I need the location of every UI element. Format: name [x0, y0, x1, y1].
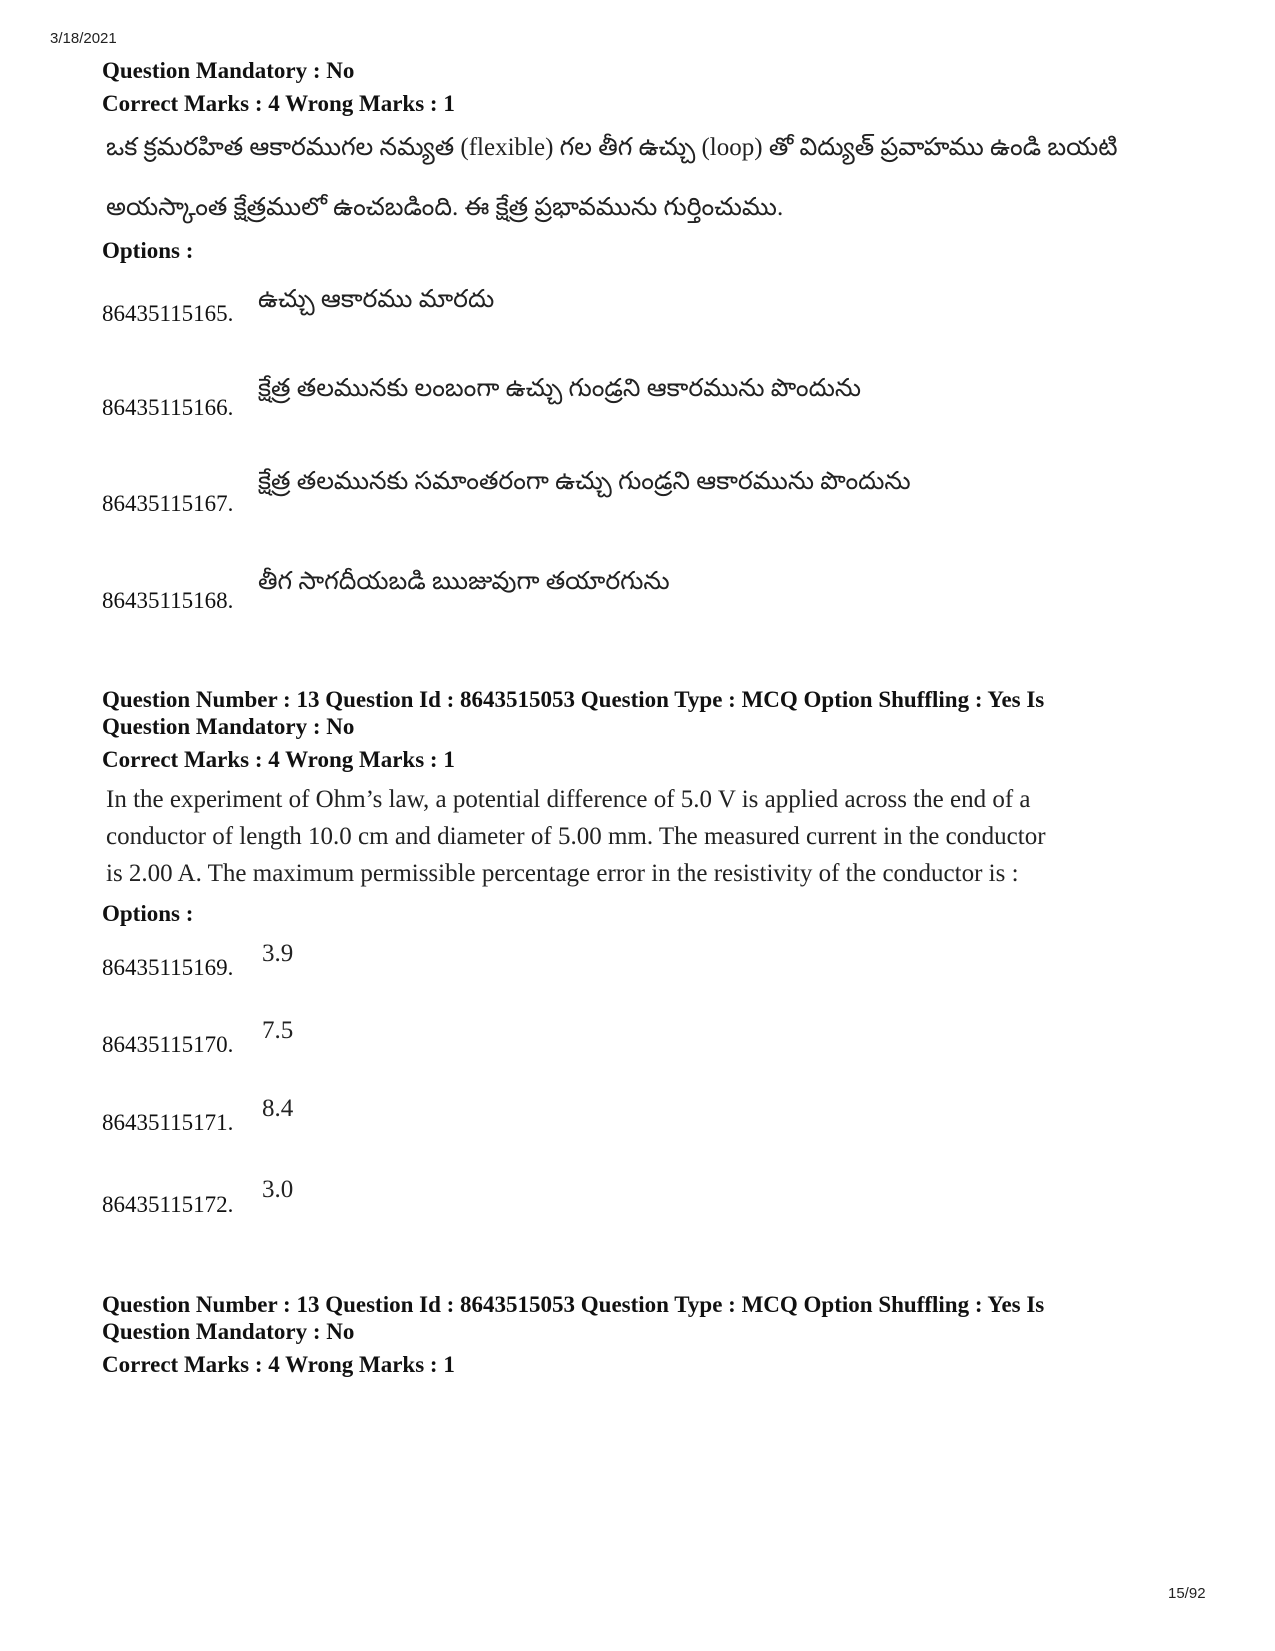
option-value: 3.0 — [262, 1176, 294, 1203]
question-marks: Correct Marks : 4 Wrong Marks : 1 — [102, 747, 455, 772]
question-mandatory: Question Mandatory : No — [102, 1319, 355, 1344]
option-id: 86435115168. — [102, 588, 234, 613]
option-value: 7.5 — [262, 1017, 294, 1044]
print-date: 3/18/2021 — [50, 30, 117, 47]
question-text-line: In the experiment of Ohm’s law, a potential difference of 5.0 V is applied across the end of a — [106, 786, 1031, 813]
page-number: 15/92 — [1168, 1585, 1206, 1602]
option-id: 86435115170. — [102, 1032, 234, 1057]
option-value: 8.4 — [262, 1095, 294, 1122]
option-text: తీగ సాగదీయబడి ఋజువుగా తయారగును — [258, 568, 670, 595]
option-id: 86435115165. — [102, 301, 234, 326]
option-id: 86435115172. — [102, 1192, 234, 1217]
question-text-line: అయస్కాంత క్షేత్రములో ఉంచబడింది. ఈ క్షేత్ర ప్రభావమును గుర్తించుము. — [106, 194, 784, 221]
option-id: 86435115166. — [102, 395, 234, 420]
question-marks: Correct Marks : 4 Wrong Marks : 1 — [102, 1352, 455, 1377]
option-id: 86435115169. — [102, 955, 234, 980]
option-text: క్షేత్ర తలమునకు లంబంగా ఉచ్చు గుండ్రని ఆకారమును పొందును — [258, 375, 862, 402]
question-marks: Correct Marks : 4 Wrong Marks : 1 — [102, 91, 455, 116]
option-text: క్షేత్ర తలమునకు సమాంతరంగా ఉచ్చు గుండ్రని ఆకారమును పొందును — [258, 468, 911, 495]
question-text-line: conductor of length 10.0 cm and diameter of 5.00 mm. The measured current in the conductor — [106, 823, 1046, 850]
option-id: 86435115171. — [102, 1110, 234, 1135]
question-mandatory: Question Mandatory : No — [102, 58, 355, 83]
option-value: 3.9 — [262, 940, 294, 967]
options-label: Options : — [102, 238, 194, 263]
options-label: Options : — [102, 901, 194, 926]
question-header: Question Number : 13 Question Id : 8643515053 Question Type : MCQ Option Shuffling : Yes Is — [102, 687, 1045, 712]
question-header: Question Number : 13 Question Id : 8643515053 Question Type : MCQ Option Shuffling : Yes Is — [102, 1292, 1045, 1317]
question-text-line: ఒక క్రమరహిత ఆకారముగల నమ్యత (flexible) గల తీగ ఉచ్చు (loop) తో విద్యుత్ ప్రవాహము ఉండి బయటి — [106, 134, 1118, 161]
option-text: ఉచ్చు ఆకారము మారదు — [258, 286, 495, 313]
option-id: 86435115167. — [102, 491, 234, 516]
question-text-line: is 2.00 A. The maximum permissible percentage error in the resistivity of the conductor is : — [106, 860, 1019, 887]
question-mandatory: Question Mandatory : No — [102, 714, 355, 739]
